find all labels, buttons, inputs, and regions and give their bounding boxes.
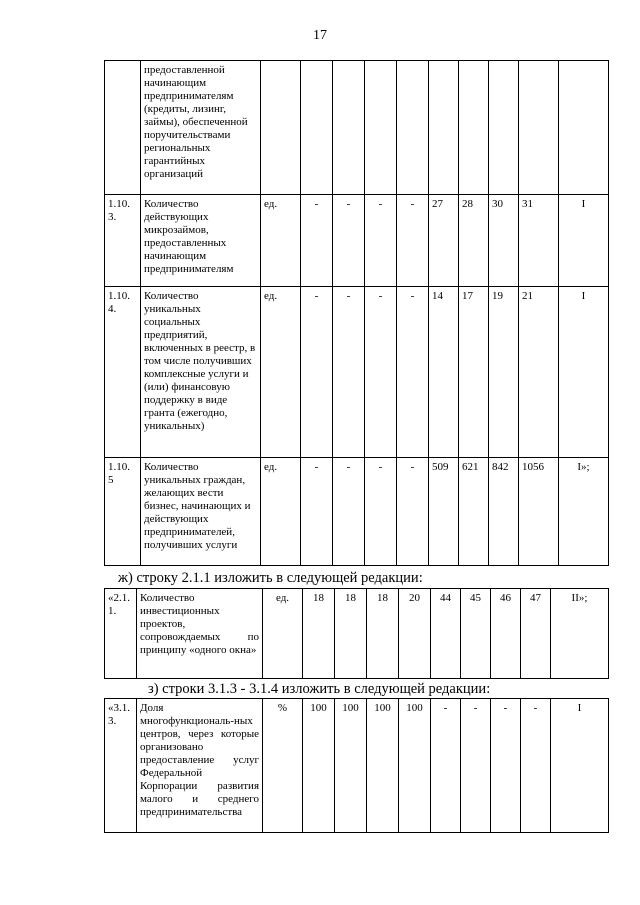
row-number: 1.10. 3.	[105, 195, 141, 287]
value-cell: 14	[429, 287, 459, 458]
value-cell: -	[365, 287, 397, 458]
value-cell: -	[397, 195, 429, 287]
category-cell: I	[559, 287, 609, 458]
value-cell: 509	[429, 458, 459, 566]
table-row	[105, 61, 609, 195]
value-cell: -	[397, 287, 429, 458]
indicator-name: Количество уникальных граждан, желающих вести бизнес, начинающих и действующих предпринимателей, получивших услуги	[141, 458, 261, 566]
row-number	[105, 61, 141, 195]
value-cell: 44	[431, 589, 461, 679]
value-cell: -	[365, 195, 397, 287]
value-cell	[459, 61, 489, 195]
value-cell: 45	[461, 589, 491, 679]
value-cell: -	[431, 699, 461, 833]
investment-projects-table	[104, 588, 609, 679]
value-cell: -	[333, 458, 365, 566]
value-cell	[429, 61, 459, 195]
indicator-name: предоставленной начинающим предпринимателям (кредиты, лизинг, займы), обеспеченной поручительствами региональных гарантийных организаций	[141, 61, 261, 195]
value-cell: 47	[521, 589, 551, 679]
value-cell: -	[521, 699, 551, 833]
indicator-name: Доля многофункциональ-ных центров, через которые организовано предоставление услуг Федеральной Корпорации развития малого и среднего предпринимательства	[137, 699, 263, 833]
page-number: 17	[313, 28, 327, 43]
value-cell: -	[491, 699, 521, 833]
unit-cell: ед.	[261, 287, 301, 458]
unit-cell: %	[263, 699, 303, 833]
value-cell: 1056	[519, 458, 559, 566]
row-number: «3.1. 3.	[105, 699, 137, 833]
indicator-name: Количество действующих микрозаймов, предоставленных начинающим предпринимателям	[141, 195, 261, 287]
value-cell: 100	[399, 699, 431, 833]
row-number: 1.10. 4.	[105, 287, 141, 458]
value-cell: -	[333, 195, 365, 287]
value-cell: -	[301, 195, 333, 287]
indicators-table	[104, 60, 609, 566]
value-cell: -	[301, 458, 333, 566]
value-cell	[489, 61, 519, 195]
value-cell	[397, 61, 429, 195]
table-row	[105, 458, 609, 566]
table-row	[105, 287, 609, 458]
category-cell: I	[559, 195, 609, 287]
value-cell: 31	[519, 195, 559, 287]
category-cell: I	[551, 699, 609, 833]
table-row	[105, 589, 609, 679]
unit-cell	[261, 61, 301, 195]
table-row	[105, 195, 609, 287]
value-cell	[301, 61, 333, 195]
table-row	[105, 699, 609, 833]
value-cell: 100	[335, 699, 367, 833]
value-cell: 46	[491, 589, 521, 679]
value-cell: 19	[489, 287, 519, 458]
value-cell: -	[365, 458, 397, 566]
value-cell: 18	[303, 589, 335, 679]
value-cell: 621	[459, 458, 489, 566]
value-cell: 28	[459, 195, 489, 287]
category-cell: II»;	[551, 589, 609, 679]
value-cell: 20	[399, 589, 431, 679]
value-cell: -	[333, 287, 365, 458]
value-cell: 18	[367, 589, 399, 679]
row-number: 1.10. 5	[105, 458, 141, 566]
mfc-share-table	[104, 698, 609, 833]
value-cell: 18	[335, 589, 367, 679]
value-cell	[519, 61, 559, 195]
unit-cell: ед.	[263, 589, 303, 679]
value-cell: -	[397, 458, 429, 566]
value-cell: -	[461, 699, 491, 833]
value-cell: 17	[459, 287, 489, 458]
value-cell: 842	[489, 458, 519, 566]
row-number: «2.1. 1.	[105, 589, 137, 679]
indicator-name: Количество уникальных социальных предприятий, включенных в реестр, в том числе получивших комплексные услуги и (или) финансовую поддержку в виде гранта (ежегодно, уникальных)	[141, 287, 261, 458]
value-cell: 27	[429, 195, 459, 287]
value-cell: 100	[367, 699, 399, 833]
value-cell: 21	[519, 287, 559, 458]
category-cell: I»;	[559, 458, 609, 566]
indicator-name: Количество инвестиционных проектов, сопровождаемых по принципу «одного окна»	[137, 589, 263, 679]
value-cell	[333, 61, 365, 195]
value-cell: 100	[303, 699, 335, 833]
unit-cell: ед.	[261, 195, 301, 287]
value-cell: -	[301, 287, 333, 458]
section-heading: ж) строку 2.1.1 изложить в следующей редакции:	[118, 570, 423, 586]
value-cell: 30	[489, 195, 519, 287]
category-cell	[559, 61, 609, 195]
unit-cell: ед.	[261, 458, 301, 566]
value-cell	[365, 61, 397, 195]
section-heading: з) строки 3.1.3 - 3.1.4 изложить в следующей редакции:	[148, 681, 491, 697]
